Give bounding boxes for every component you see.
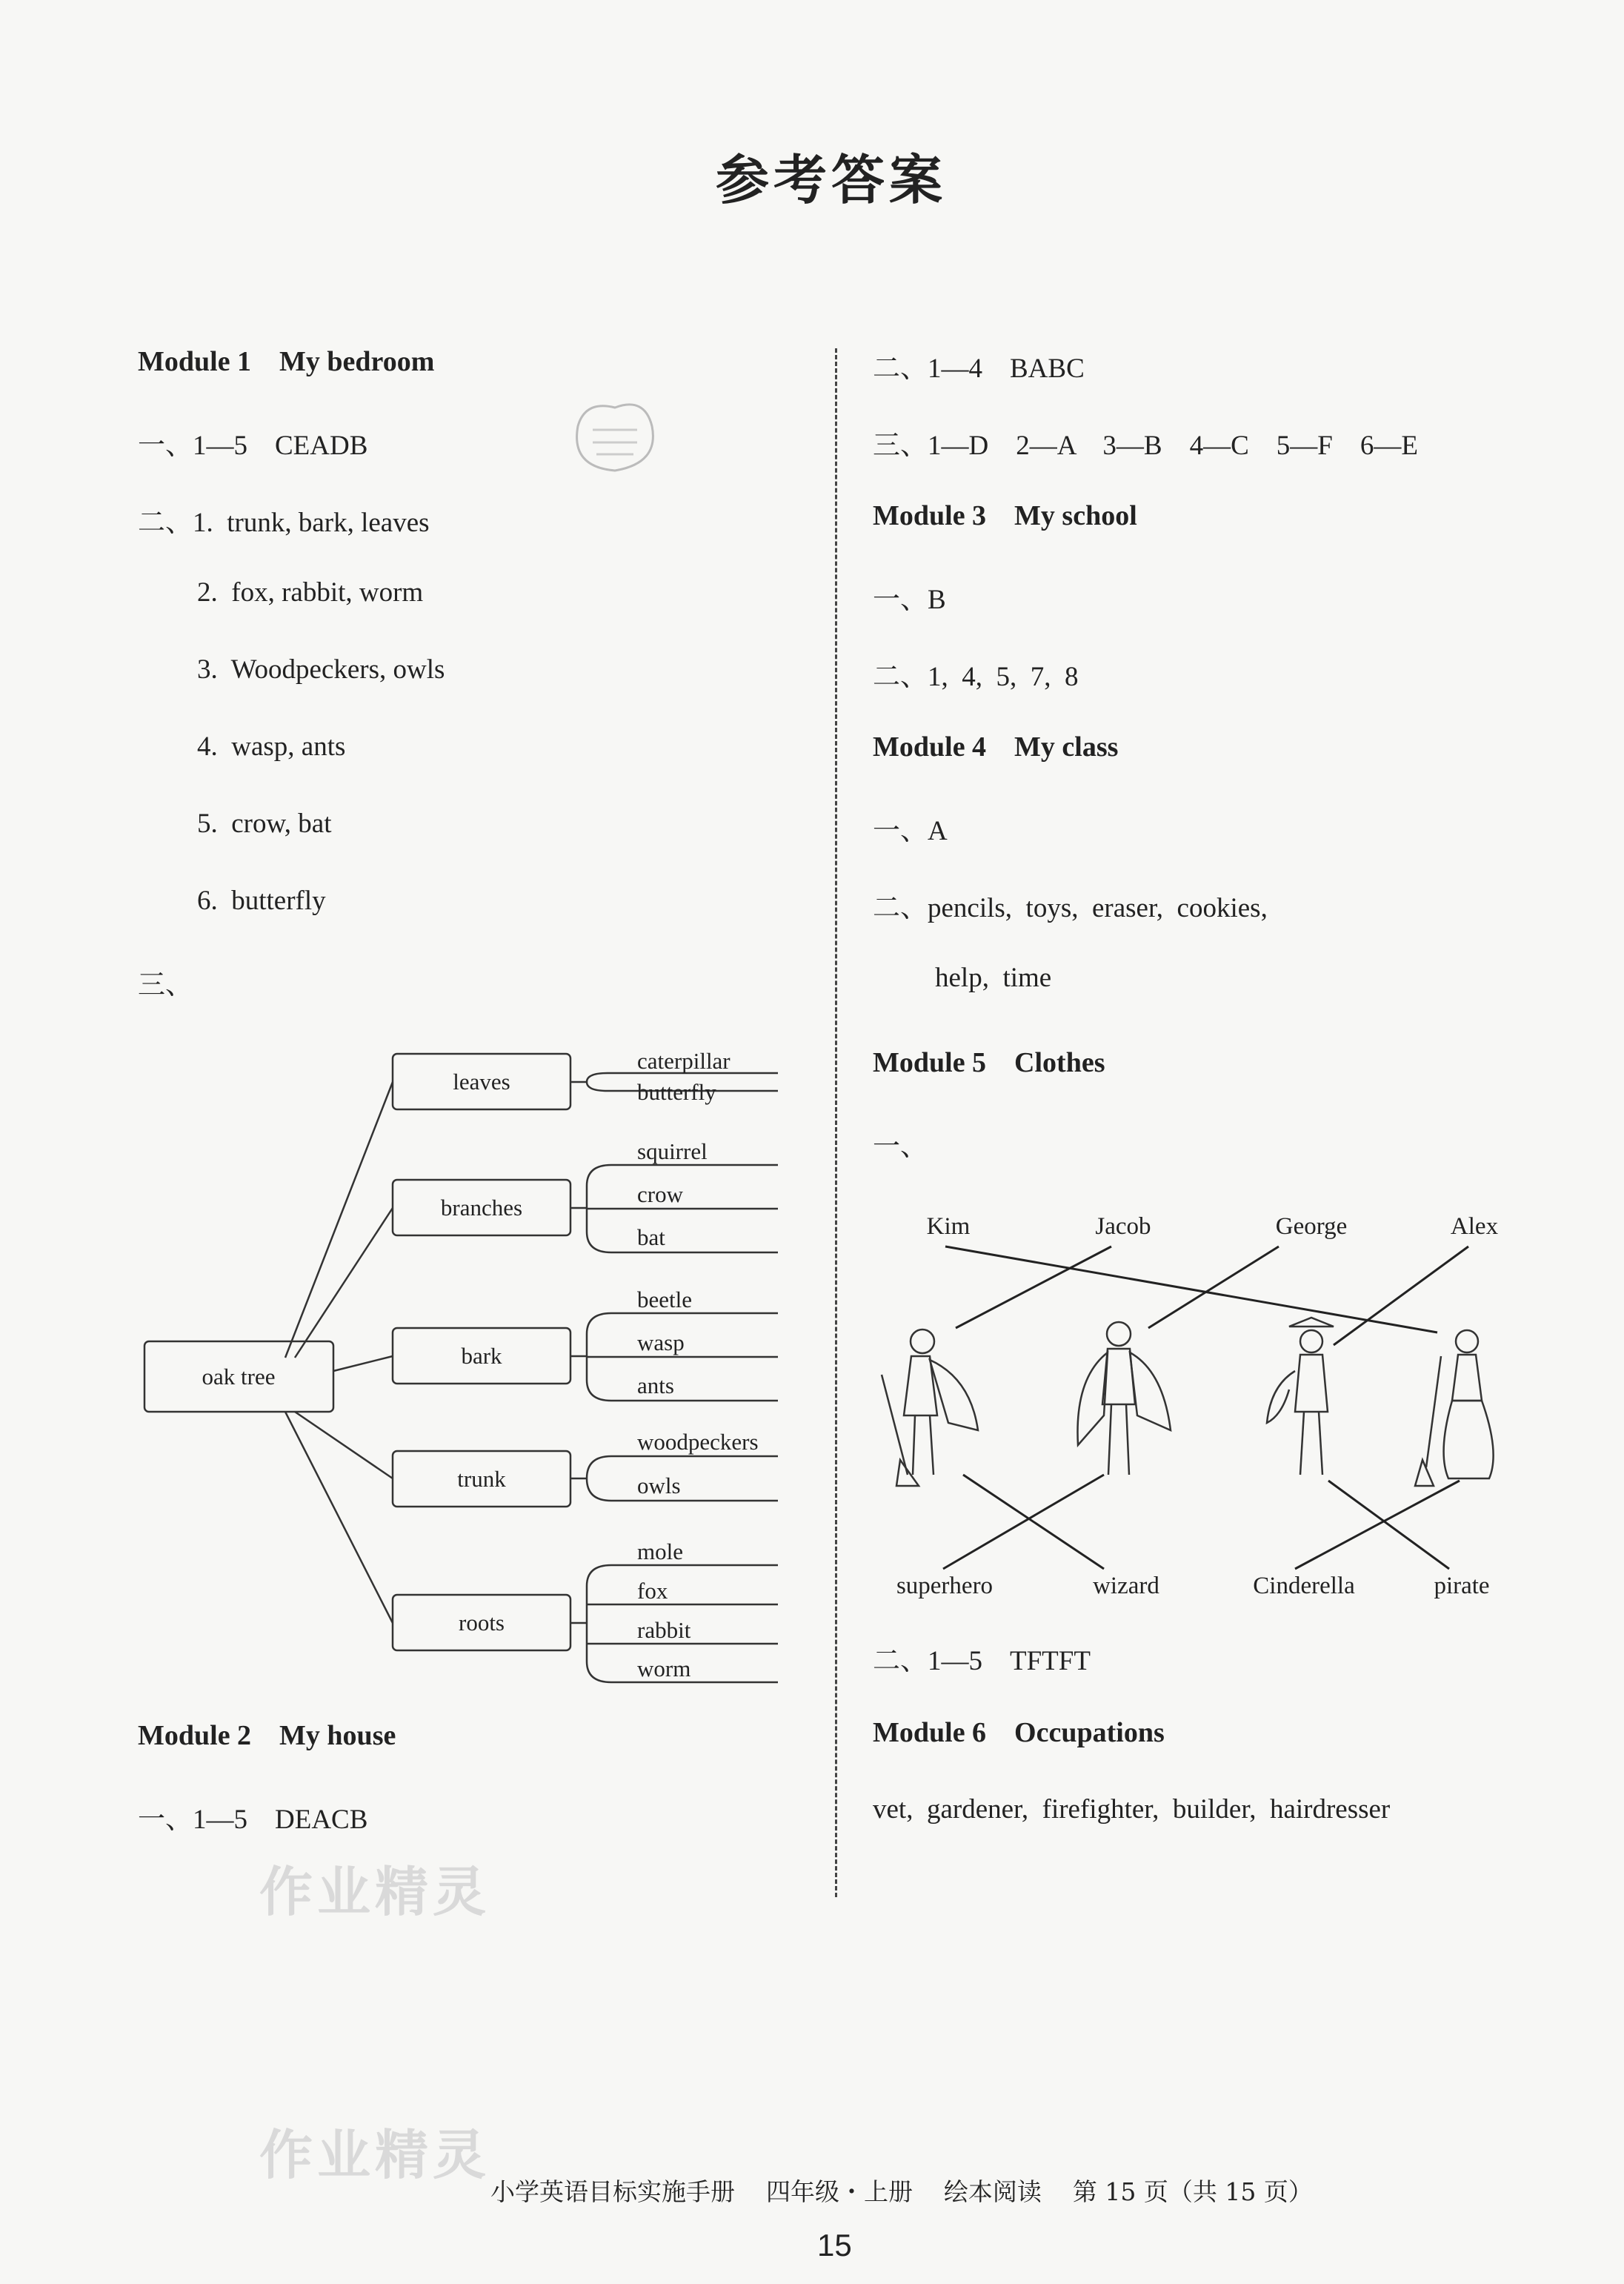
root-item: rabbit bbox=[637, 1617, 691, 1643]
m4-answer-1: 一、A bbox=[873, 816, 948, 846]
branches-label: branches bbox=[440, 1195, 523, 1221]
m6-answer: vet, gardener, firefighter, builder, hairdresser bbox=[873, 1794, 1391, 1825]
bark-item: wasp bbox=[637, 1329, 685, 1355]
m1-answer-2-1: 二、1. trunk, bark, leaves bbox=[138, 508, 430, 538]
roots-label: roots bbox=[459, 1610, 505, 1636]
costume-pirate: pirate bbox=[1434, 1573, 1490, 1599]
seal-watermark-icon bbox=[563, 396, 667, 478]
m3-answer-1: 一、B bbox=[873, 585, 946, 615]
name-alex: Alex bbox=[1450, 1213, 1499, 1240]
m4-answer-2b: help, time bbox=[935, 963, 1052, 993]
name-jacob: Jacob bbox=[1095, 1213, 1151, 1240]
m1-answer-3-label: 三、 bbox=[138, 970, 193, 1000]
m2-answer-2: 二、1—4 BABC bbox=[873, 353, 1085, 384]
root-item: mole bbox=[637, 1538, 683, 1564]
watermark-lower: 作业精灵 bbox=[259, 2124, 491, 2186]
m3-answer-2: 二、1, 4, 5, 7, 8 bbox=[873, 662, 1079, 692]
module-5-title: Module 5 Clothes bbox=[873, 1047, 1105, 1078]
costume-wizard: wizard bbox=[1093, 1573, 1159, 1599]
trunk-item: woodpeckers bbox=[637, 1429, 759, 1455]
m1-answer-2-3: 3. Woodpeckers, owls bbox=[197, 654, 445, 685]
costume-superhero: superhero bbox=[896, 1573, 994, 1599]
bark-item: beetle bbox=[637, 1287, 693, 1312]
leaf-item: butterfly bbox=[637, 1079, 716, 1105]
root-item: worm bbox=[637, 1656, 691, 1682]
matching-figure bbox=[867, 1201, 1519, 1616]
branch-item: crow bbox=[637, 1181, 683, 1207]
character-alex-cinderella-icon bbox=[1415, 1330, 1494, 1486]
costume-cinderella: Cinderella bbox=[1253, 1573, 1355, 1599]
character-kim-wizard-icon bbox=[882, 1329, 978, 1486]
m1-answer-1: 一、1—5 CEADB bbox=[138, 431, 368, 461]
watermark-upper: 作业精灵 bbox=[259, 1861, 491, 1923]
oak-tree-diagram bbox=[133, 1038, 800, 1690]
trunk-item: owls bbox=[637, 1473, 681, 1498]
m1-answer-2-2: 2. fox, rabbit, worm bbox=[197, 577, 424, 608]
m1-answer-2-6: 6. butterfly bbox=[197, 886, 326, 916]
m1-answer-2-5: 5. crow, bat bbox=[197, 809, 332, 839]
bark-item: ants bbox=[637, 1372, 674, 1398]
module-2-title: Module 2 My house bbox=[138, 1720, 396, 1751]
branch-item: squirrel bbox=[637, 1138, 708, 1164]
trunk-label: trunk bbox=[457, 1466, 506, 1492]
page-title: 参考答案 bbox=[716, 148, 948, 211]
m5-answer-1-label: 一、 bbox=[873, 1132, 928, 1162]
branch-item: bat bbox=[637, 1224, 665, 1250]
name-george: George bbox=[1275, 1213, 1348, 1240]
column-divider bbox=[835, 348, 837, 1897]
character-george-pirate-icon bbox=[1267, 1318, 1334, 1475]
module-6-title: Module 6 Occupations bbox=[873, 1717, 1165, 1748]
page-number: 15 bbox=[817, 2228, 852, 2263]
leaves-label: leaves bbox=[453, 1069, 510, 1095]
root-item: fox bbox=[637, 1578, 668, 1604]
module-3-title: Module 3 My school bbox=[873, 500, 1137, 531]
module-4-title: Module 4 My class bbox=[873, 731, 1119, 763]
bark-label: bark bbox=[461, 1343, 502, 1369]
module-1-title: Module 1 My bedroom bbox=[138, 346, 435, 377]
m2-answer-3: 三、1—D 2—A 3—B 4—C 5—F 6—E bbox=[873, 431, 1418, 461]
m2-answer-1: 一、1—5 DEACB bbox=[138, 1805, 368, 1835]
character-jacob-superhero-icon bbox=[1078, 1322, 1171, 1475]
footer-book-info: 小学英语目标实施手册 四年级・上册 绘本阅读 第 15 页（共 15 页） bbox=[490, 2177, 1313, 2206]
m1-answer-2-4: 4. wasp, ants bbox=[197, 731, 346, 762]
leaf-item: caterpillar bbox=[637, 1048, 731, 1074]
oak-tree-label: oak tree bbox=[202, 1364, 276, 1390]
m4-answer-2a: 二、pencils, toys, eraser, cookies, bbox=[873, 893, 1268, 923]
name-kim: Kim bbox=[926, 1213, 971, 1240]
m5-answer-2: 二、1—5 TFTFT bbox=[873, 1646, 1091, 1676]
